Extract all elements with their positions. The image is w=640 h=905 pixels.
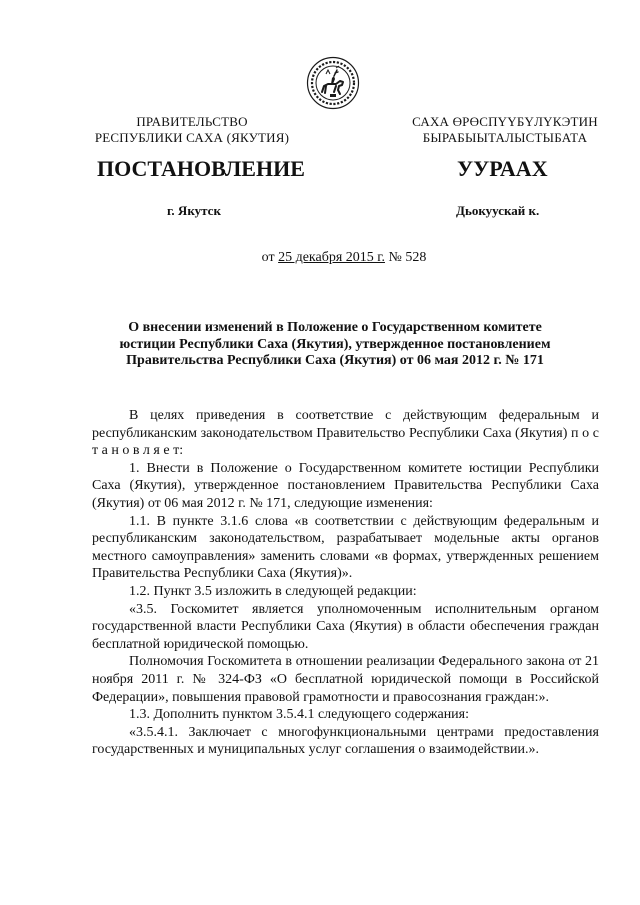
paragraph-item-1-3: 1.3. Дополнить пунктом 3.5.4.1 следующего содержания: — [129, 707, 470, 723]
title-line3: Правительства Республики Саха (Якутия) от 06 мая 2012 г. № 171 — [126, 353, 544, 368]
title-line1: О внесении изменений в Положение о Государственном комитете — [128, 320, 542, 335]
city-sah: Дьокуускай к. — [456, 203, 540, 218]
government-name-ru-line2: РЕСПУБЛИКИ САХА (ЯКУТИЯ) — [94, 130, 290, 145]
document-title — [100, 320, 570, 370]
paragraph-item-1-1: 1.1. В пункте 3.1.6 слова «в соответствии с действующим федеральным и республиканским законодательством, разрабатывает модельные акты органов местного самоуправления» заменить словами «в формах, утвержденных решением Правительства Республики Саха (Якутия)». — [92, 513, 599, 582]
paragraph-item-1-2: 1.2. Пункт 3.5 изложить в следующей редакции: — [129, 583, 417, 599]
government-name-sah-line2: БЫРАБЫЫТАЛЫСТЫБАТА — [422, 130, 588, 145]
government-name-sah — [390, 114, 620, 146]
government-name-ru-line1: ПРАВИТЕЛЬСТВО — [136, 114, 248, 129]
paragraph-preamble: В целях приведения в соответствие с действующим федеральным и республиканским законодательством Правительство Республики Саха (Якутия) п о с т а н о в л я е т: — [92, 408, 599, 459]
date-prefix: от — [261, 250, 279, 265]
paragraph-powers: Полномочия Госкомитета в отношении реализации Федерального закона от 21 ноября 2011 г. № 324-ФЗ «О бесплатной юридической помощи в Российской Федерации», повышения правовой грамотности и правосознания граждан:». — [92, 654, 599, 705]
doc-type-ru: ПОСТАНОВЛЕНИЕ — [97, 156, 305, 181]
document-date: 25 декабря 2015 г. — [278, 250, 385, 265]
document-number: № 528 — [384, 250, 427, 265]
paragraph-clause-3-5: «3.5. Госкомитет является уполномоченным исполнительным органом государственной власти Республики Саха (Якутия) в области обеспечения граждан бесплатной юридической помощью. — [92, 601, 599, 652]
government-name-sah-line1: САХА ӨРӨСПҮҮБҮЛҮКЭТИН — [412, 114, 598, 129]
coat-of-arms-icon — [306, 56, 360, 110]
document-body — [92, 407, 599, 759]
city-ru: г. Якутск — [167, 203, 221, 218]
paragraph-clause-3-5-4-1: «3.5.4.1. Заключает с многофункциональными центрами предоставления государственных и муниципальных услуг соглашения о взаимодействии.». — [92, 724, 599, 758]
title-line2: юстиции Республики Саха (Якутия), утвержденное постановлением — [119, 336, 551, 352]
paragraph-item-1: 1. Внести в Положение о Государственном комитете юстиции Республики Саха (Якутия), утвержденное постановлением Правительства Республики Саха (Якутия) от 06 мая 2012 г. № 171, следующие изменения: — [92, 460, 599, 511]
document-date-line — [0, 250, 640, 266]
government-name-ru — [82, 114, 302, 146]
doc-type-sah: УУРААХ — [457, 156, 548, 181]
